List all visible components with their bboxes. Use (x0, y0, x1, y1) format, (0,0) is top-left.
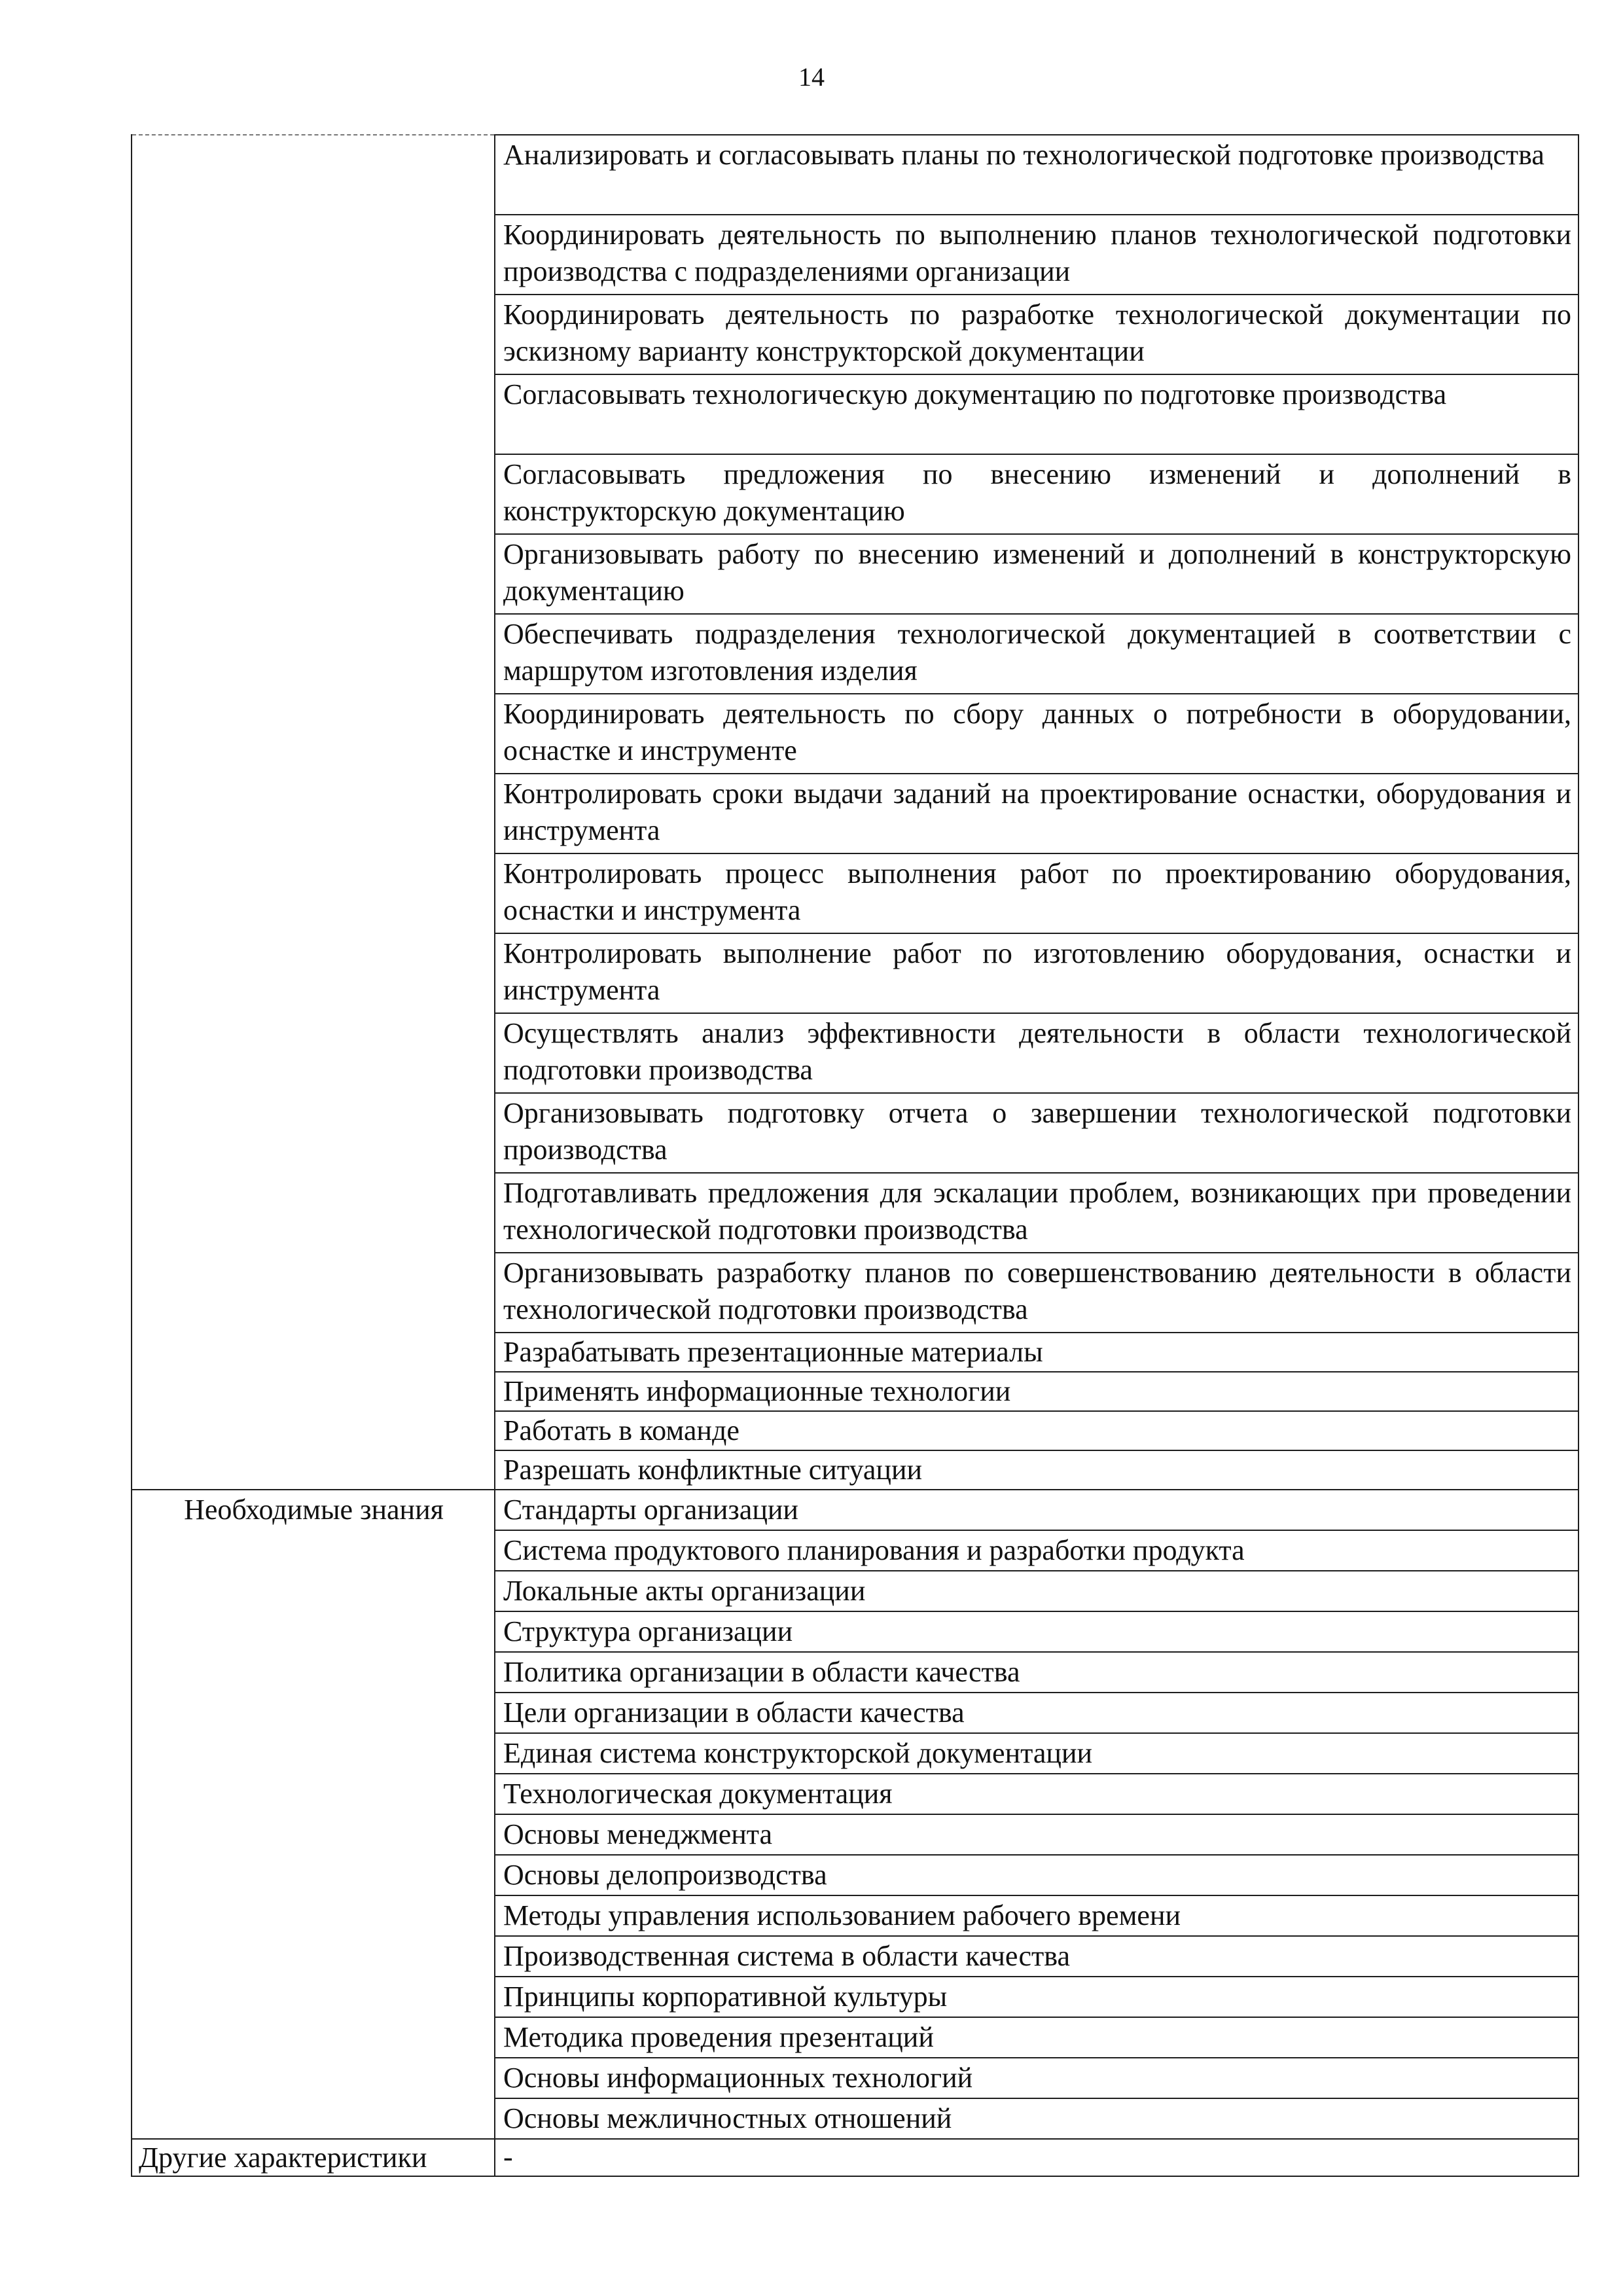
skill-cell: Контролировать выполнение работ по изготовлению оборудования, оснастки и инструмента (495, 933, 1578, 1013)
knowledge-cell: Методика проведения презентаций (495, 2017, 1578, 2058)
skill-cell: Подготавливать предложения для эскалации проблем, возникающих при проведении технологической подготовки производства (495, 1173, 1578, 1253)
other-characteristics-value: - (495, 2139, 1578, 2176)
knowledge-cell: Технологическая документация (495, 1774, 1578, 1814)
skill-cell: Обеспечивать подразделения технологической документацией в соответствии с маршрутом изготовления изделия (495, 614, 1578, 694)
skill-cell: Согласовывать технологическую документацию по подготовке производства (495, 374, 1578, 454)
knowledge-cell: Локальные акты организации (495, 1571, 1578, 1611)
skill-cell: Разрабатывать презентационные материалы (495, 1333, 1578, 1372)
skill-cell: Координировать деятельность по разработке технологической документации по эскизному варианту конструкторской документации (495, 295, 1578, 374)
knowledge-label: Необходимые знания (132, 1490, 495, 2139)
skill-cell: Работать в команде (495, 1411, 1578, 1450)
skill-cell: Применять информационные технологии (495, 1372, 1578, 1411)
knowledge-cell: Методы управления использованием рабочего времени (495, 1895, 1578, 1936)
knowledge-cell: Основы межличностных отношений (495, 2098, 1578, 2139)
skill-cell: Разрешать конфликтные ситуации (495, 1450, 1578, 1490)
knowledge-cell: Принципы корпоративной культуры (495, 1977, 1578, 2017)
skill-cell: Организовывать работу по внесению изменений и дополнений в конструкторскую документацию (495, 534, 1578, 614)
knowledge-cell: Основы делопроизводства (495, 1855, 1578, 1895)
knowledge-cell: Единая система конструкторской документации (495, 1733, 1578, 1774)
knowledge-cell: Основы менеджмента (495, 1814, 1578, 1855)
knowledge-cell: Система продуктового планирования и разработки продукта (495, 1530, 1578, 1571)
skill-cell: Контролировать процесс выполнения работ по проектированию оборудования, оснастки и инструмента (495, 853, 1578, 933)
skill-cell: Контролировать сроки выдачи заданий на проектирование оснастки, оборудования и инструмента (495, 774, 1578, 853)
skill-cell: Анализировать и согласовывать планы по технологической подготовке производства (495, 135, 1578, 215)
knowledge-cell: Политика организации в области качества (495, 1652, 1578, 1693)
knowledge-cell: Цели организации в области качества (495, 1693, 1578, 1733)
knowledge-cell: Стандарты организации (495, 1490, 1578, 1530)
table-row (132, 1490, 1578, 1530)
knowledge-cell: Структура организации (495, 1611, 1578, 1652)
skill-cell: Координировать деятельность по сбору данных о потребности в оборудовании, оснастке и инструменте (495, 694, 1578, 774)
table-row (132, 2139, 1578, 2176)
qualification-table (131, 134, 1579, 2177)
skill-cell: Координировать деятельность по выполнению планов технологической подготовки производства с подразделениями организации (495, 215, 1578, 295)
knowledge-cell: Производственная система в области качества (495, 1936, 1578, 1977)
knowledge-cell: Основы информационных технологий (495, 2058, 1578, 2098)
skills-label-cell (132, 135, 495, 1490)
table-row (132, 135, 1578, 215)
skill-cell: Осуществлять анализ эффективности деятельности в области технологической подготовки производства (495, 1013, 1578, 1093)
other-characteristics-label: Другие характеристики (132, 2139, 495, 2176)
skill-cell: Организовывать подготовку отчета о завершении технологической подготовки производства (495, 1093, 1578, 1173)
skill-cell: Согласовывать предложения по внесению изменений и дополнений в конструкторскую документацию (495, 454, 1578, 534)
page-number: 14 (798, 62, 825, 92)
skill-cell: Организовывать разработку планов по совершенствованию деятельности в области технологической подготовки производства (495, 1253, 1578, 1333)
